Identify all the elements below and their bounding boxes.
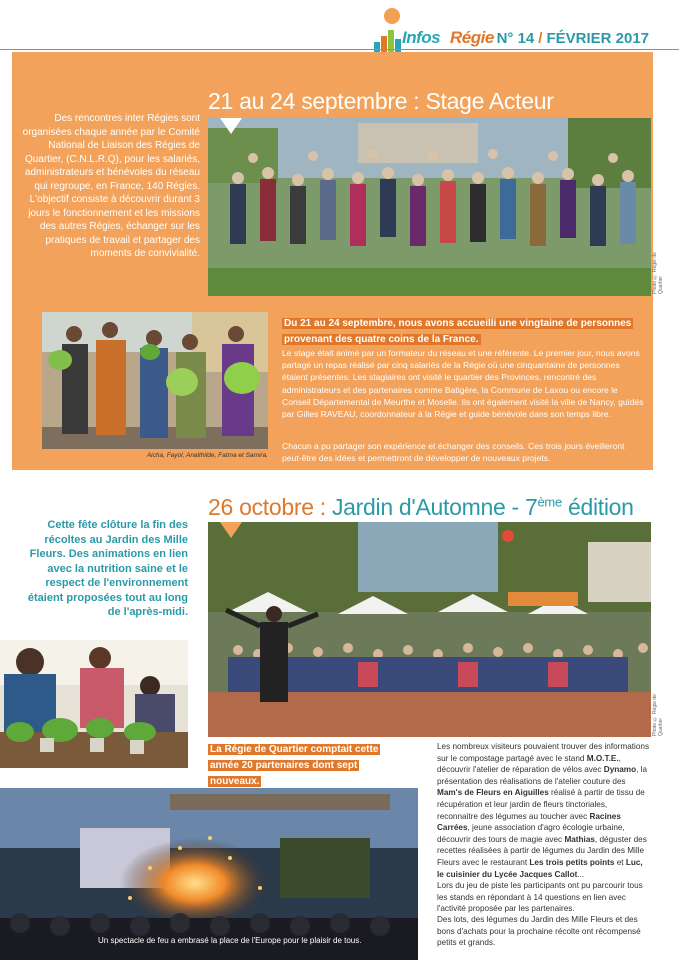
group-photo-credit: Photo © Régie de Quartier <box>652 252 664 294</box>
section2-intro: Cette fête clôture la fin des récoltes au Jardin des Mille Fleurs. Des animations en lien avec la nutrition saine et le respect de l'environnement étaient proposées tout au long de l'après-midi. <box>27 519 188 618</box>
section1-intro: Des rencontres inter Régies sont organisées chaque année par le Comité National de Liaison des Régies de Quartier, (C.N.L.R.Q), pour les salariés, administrateurs et bénévoles du réseau qui regroupe, en France, 140 Régies. L'objectif consiste à découvrir durant 3 jours le fonctionnement et les missions des autres Régies, échanger sur les pratiques de travail et partager des moments de convivialité. <box>22 113 200 259</box>
partner-trois-petits-points: Les trois petits points <box>529 857 615 867</box>
section1-title-subject: Stage Acteur <box>425 88 554 114</box>
partner-mams: Mam's de Fleurs en Aiguilles <box>437 788 549 798</box>
section2-title-subject <box>332 494 634 520</box>
partner-luc: Luc, le cuisinier du Lycée Jacques Callot <box>437 857 643 879</box>
section2-pointer-icon <box>220 522 242 538</box>
body-text-span: et <box>614 857 626 867</box>
issue-date: FÉVRIER 2017 <box>546 30 649 47</box>
body-text-span: , déguster des recettes réalisées à partir de légumes du Jardin des Mille Fleurs avec le restaurant <box>437 834 647 867</box>
issue-info: N° 14 / FÉVRIER 2017 <box>496 30 649 47</box>
section2-title <box>208 494 634 521</box>
stagiaires-caption: Aicha, Fayol, Analthilde, Fatma et Samira. <box>146 452 268 459</box>
jardin-photo-image <box>208 522 651 737</box>
stagiaires-photo-image <box>42 312 268 449</box>
section1-title-date: 21 au 24 septembre : <box>208 88 420 114</box>
fire-show-photo <box>0 788 418 960</box>
section2-title-sup: ème <box>537 494 562 510</box>
jardin-photo <box>208 522 651 737</box>
fire-show-photo-image <box>0 788 418 960</box>
issue-number: N° 14 <box>496 30 535 47</box>
section2-highlight <box>208 741 408 789</box>
partner-racines-carrees: Racines Carrées <box>437 811 621 833</box>
partner-dynamo: Dynamo <box>603 765 637 775</box>
body-text-span: ... <box>577 869 585 879</box>
section1-highlight-text: Du 21 au 24 septembre, nous avons accueilli une vingtaine de personnes provenant des quatre coins de la France. <box>284 318 632 345</box>
logo-word-infos: Infos <box>402 28 441 47</box>
section2-body-p2: Lors du jeu de piste les participants ont pu parcourir tous les stands en répondant à 14 questions en lien avec l'activité proposée par les partenaires. <box>437 881 643 914</box>
stagiaires-photo <box>42 312 268 449</box>
section1-paragraph2: Chacun a pu partager son expérience et échanger des conseils. Ces trois jours éveilleront peut-être des idées et permettront de développer de nouveaux projets. <box>282 441 625 464</box>
body-text-span: , jeune association d'agro écologie urbaine, découvrir des tours de magie avec <box>437 823 625 844</box>
section2-body-p3: Des lots, des légumes du Jardin des Mille Fleurs et des bons d'achats pour la prochaine récolte ont récompensé petits et grands. <box>437 915 641 948</box>
section2-highlight-text: La Régie de Quartier comptait cette année 20 partenaires dont sept nouveaux. <box>210 744 379 787</box>
group-photo-image <box>208 118 651 296</box>
group-photo <box>208 118 651 296</box>
body-text-span: , la présentation des réalisations de l'atelier couture des <box>437 765 648 786</box>
fire-show-caption: Un spectacle de feu a embrasé la place de l'Europe pour le plaisir de tous. <box>98 936 362 945</box>
logo-word-regie: Régie <box>450 28 494 47</box>
section1-title <box>208 88 554 115</box>
section2-title-end: édition <box>561 494 634 520</box>
atelier-photo <box>0 640 188 768</box>
header-rule <box>0 49 679 50</box>
magazine-logo <box>372 8 492 50</box>
body-text-span: Les nombreux visiteurs pouvaient trouver des informations sur le compostage partagé avec le stand <box>437 742 650 763</box>
section2-title-main: Jardin d'Automne - 7 <box>331 494 538 520</box>
section1-paragraph1: Le stage était animé par un formateur du réseau et une référente. Le premier jour, nous avons partagé un repas réalisé par cinq salariés de la Régie où une cinquantaine de personnes étaient présentes. Les stagiaires ont visité le quartier des Provinces, rencontré des administrateurs et des partenaires comme Batigère, la Commune de Laxou ou encore le Conseil Départemental de Meurthe et Moselle. Ils ont également visité la ville de Nancy, guidés par Gilles RAVEAU, coordonnateur à la Régie et guide bénévole dans son temps libre. <box>282 348 644 420</box>
body-text-span: réalisé à partir de tissu de récupération et leur jardin de fleurs tinctoriales, reconnaitre des légumes au toucher avec <box>437 788 645 821</box>
section1-highlight <box>282 315 642 347</box>
logo-ball-icon <box>384 8 400 24</box>
jardin-photo-credit: Photo © Régie de Quartier <box>652 694 664 736</box>
body-text-span: , découvrir l'atelier de réparation de vélos avec <box>437 753 621 775</box>
atelier-photo-image <box>0 640 188 768</box>
section1-pointer-icon <box>220 118 242 134</box>
partner-mote: M.O.T.E. <box>586 753 619 763</box>
section2-title-date: 26 octobre : <box>208 494 326 520</box>
partner-mathias: Mathias <box>564 834 595 844</box>
section2-body-p1 <box>437 741 650 880</box>
